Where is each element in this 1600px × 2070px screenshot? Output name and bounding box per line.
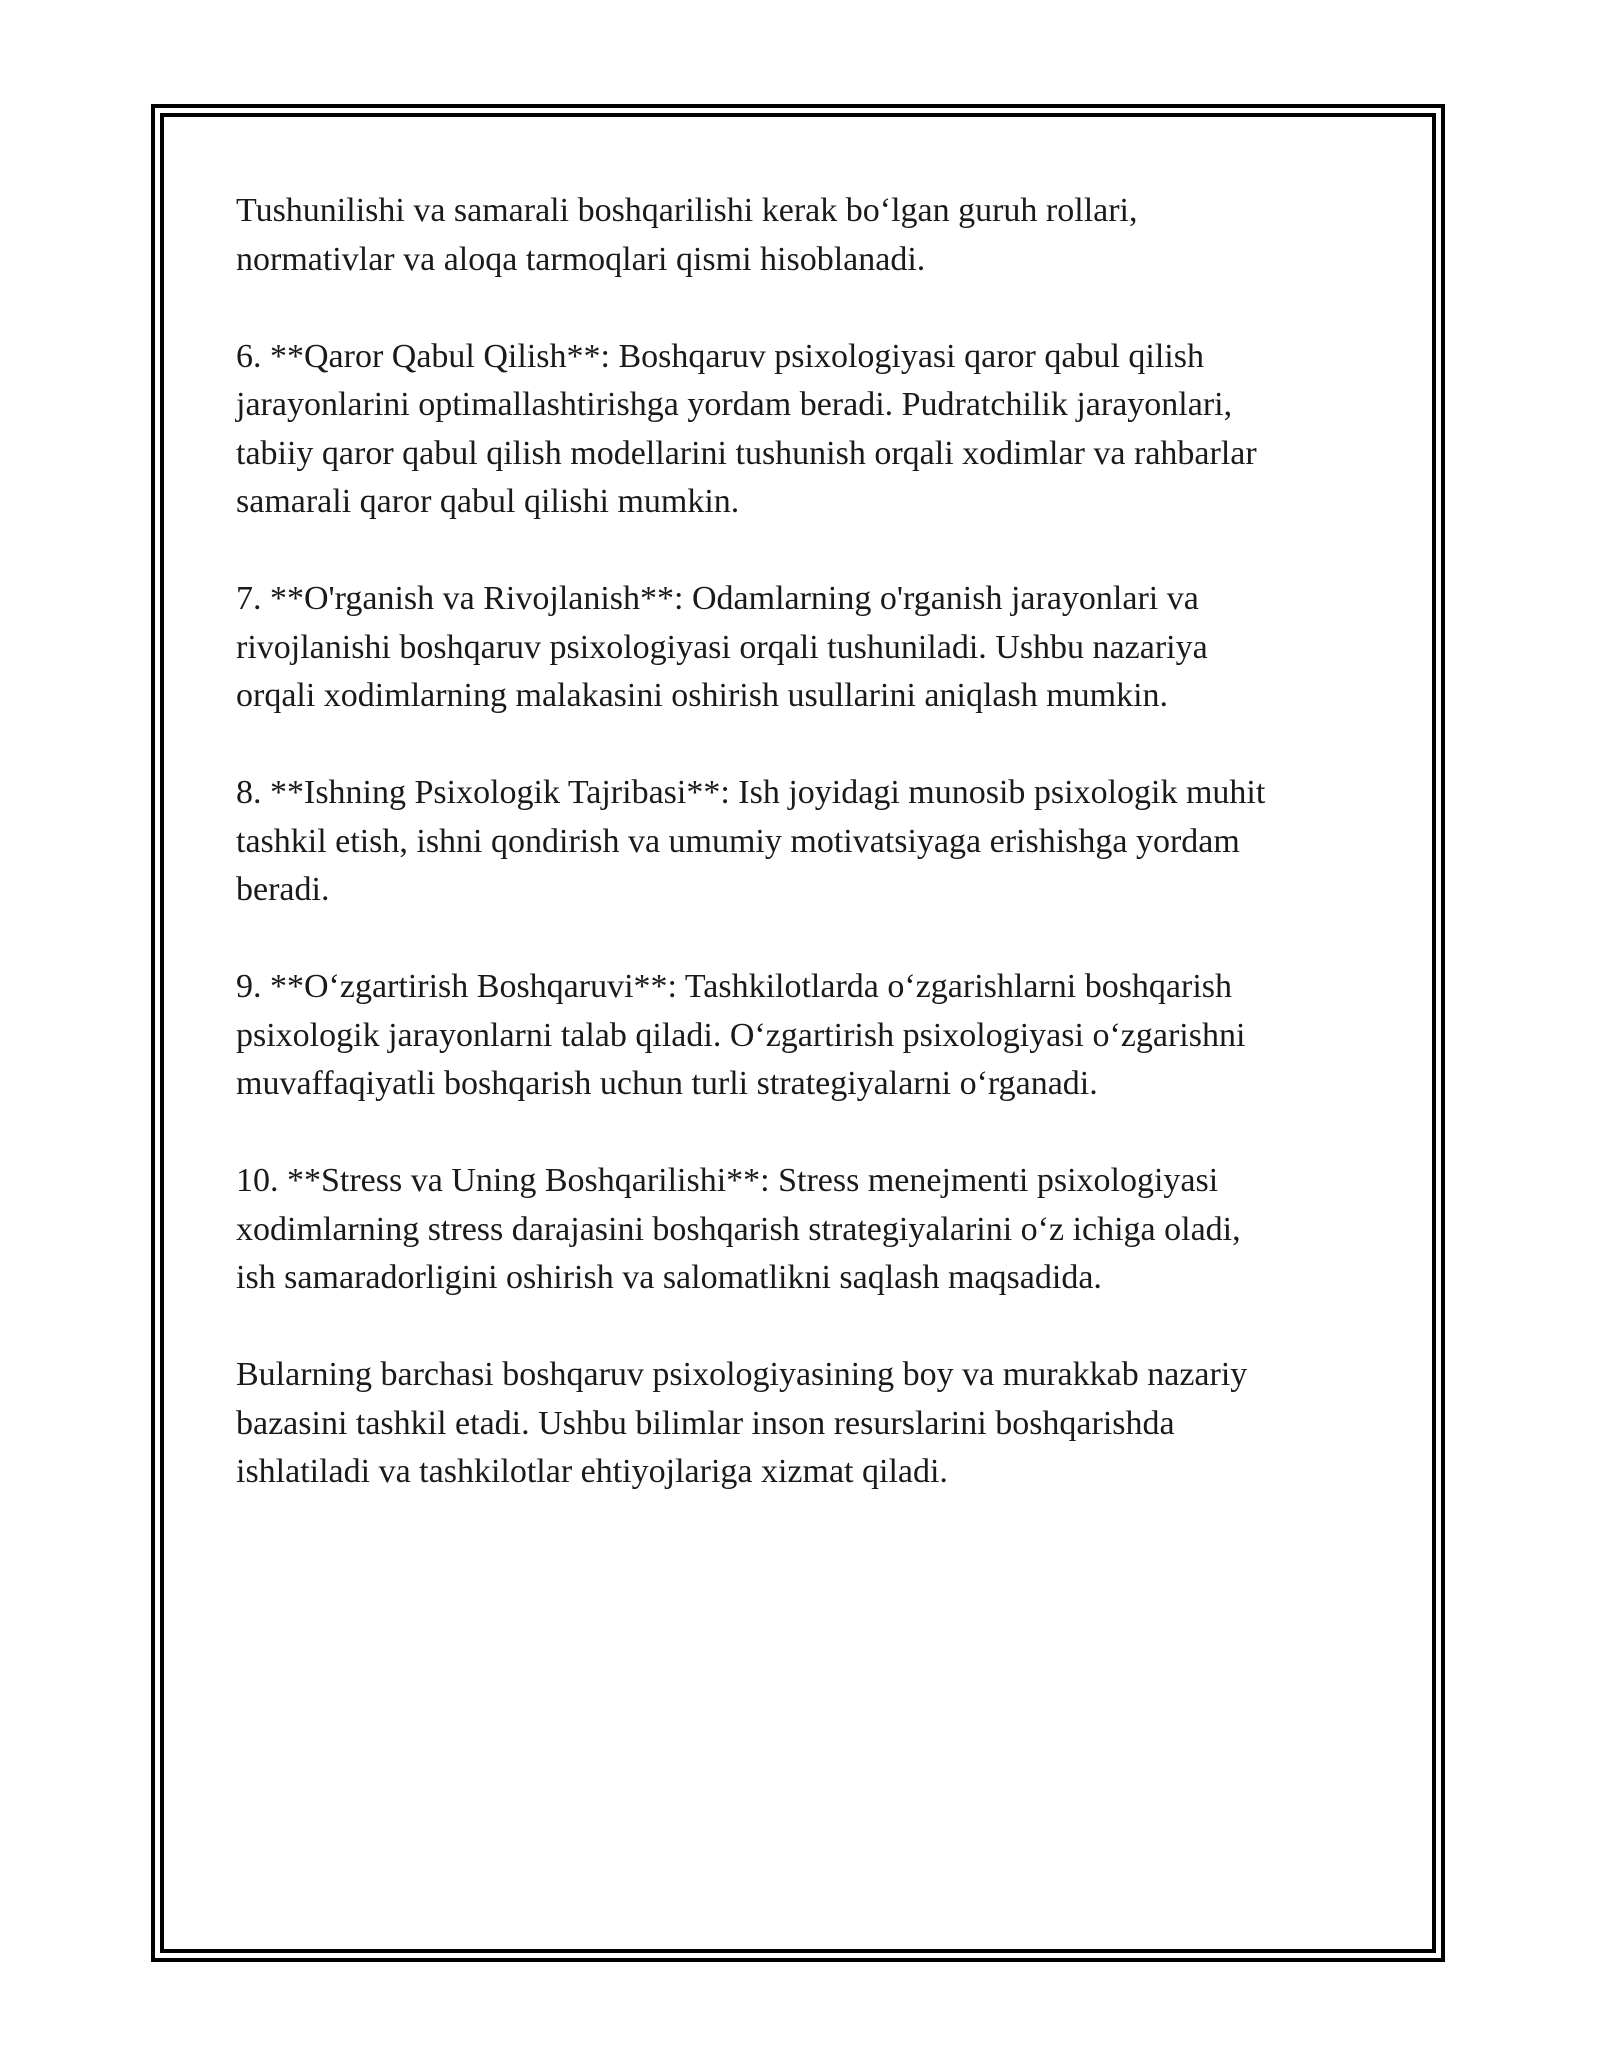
paragraph-conclusion: Bularning barchasi boshqaruv psixologiyasining boy va murakkab nazariy bazasini tashkil etadi. Ushbu bilimlar inson resurslarini boshqarishda ishlatiladi va tashkilotlar ehtiyojlariga xizmat qiladi. [236,1356,1248,1490]
paragraph-intro-continuation: Tushunilishi va samarali boshqarilishi kerak bo‘lgan guruh rollari, normativlar va aloqa tarmoqlari qismi hisoblanadi. [236,192,1138,278]
paragraph-item-7-learning: 7. **O'rganish va Rivojlanish**: Odamlarning o'rganish jarayonlari va rivojlanishi boshqaruv psixologiyasi orqali tushuniladi. Ushbu nazariya orqali xodimlarning malakasini oshirish usullarini aniqlash mumkin. [236,580,1208,714]
paragraph-item-6-decision-making: 6. **Qaror Qabul Qilish**: Boshqaruv psixologiyasi qaror qabul qilish jarayonlarini optimallashtirishga yordam beradi. Pudratchilik jarayonlari, tabiiy qaror qabul qilish modellarini tushunish orqali xodimlar va rahbarlar samarali qaror qabul qilishi mumkin. [236,337,1257,520]
paragraph-item-8-work-experience: 8. **Ishning Psixologik Tajribasi**: Ish joyidagi munosib psixologik muhit tashkil etish, ishni qondirish va umumiy motivatsiyaga erishishga yordam beradi. [236,774,1266,908]
paragraph-item-10-stress: 10. **Stress va Uning Boshqarilishi**: Stress menejmenti psixologiyasi xodimlarning stress darajasini boshqarish strategiyalarini o‘z ichiga oladi, ish samaradorligini oshirish va salomatlikni saqlash maqsadida. [236,1162,1241,1296]
page-body [236,187,1366,1545]
paragraph-item-9-change-management: 9. **O‘zgartirish Boshqaruvi**: Tashkilotlarda o‘zgarishlarni boshqarish psixologik jarayonlarni talab qiladi. O‘zgartirish psixologiyasi o‘zgarishni muvaffaqiyatli boshqarish uchun turli strategiyalarni o‘rganadi. [236,968,1246,1102]
